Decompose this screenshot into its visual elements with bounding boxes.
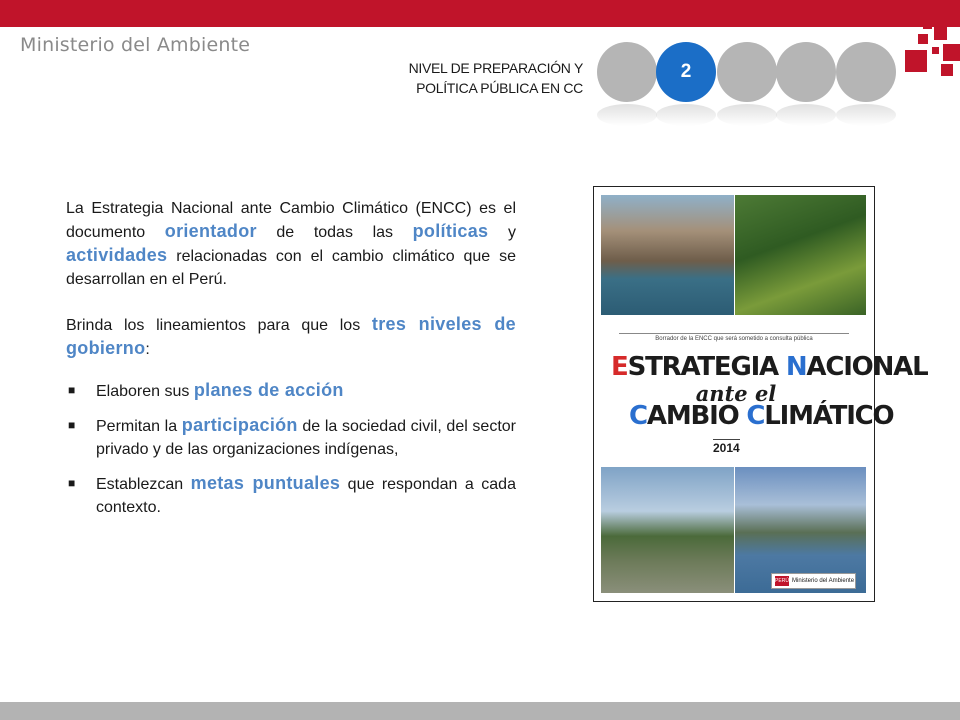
list-item: ■ Permitan la participación de la sociedad civil, del sector privado y de las organizaciones indígenas,	[68, 415, 516, 458]
step-indicator-3[interactable]	[717, 42, 777, 102]
river-photo	[601, 467, 734, 593]
farmers-photo	[735, 195, 866, 315]
encc-cover-image	[593, 186, 928, 602]
step-reflection	[836, 104, 896, 126]
section-title	[409, 58, 583, 98]
highlight-politicas: políticas	[412, 221, 489, 241]
square-bullet-icon: ■	[68, 383, 76, 397]
step-reflection	[776, 104, 836, 126]
peru-flag-icon: PERÚ	[775, 578, 789, 584]
cover-subtitle: Borrador de la ENCC que será sometido a consulta pública	[619, 333, 849, 342]
highlight-actividades: actividades	[66, 245, 168, 265]
cover-title-line3: CAMBIO CLIMÁTICO	[629, 401, 894, 431]
step-reflection	[717, 104, 777, 126]
cover-title-line2: ante el	[695, 381, 777, 406]
ministry-logo-text: Ministerio del Ambiente	[20, 34, 251, 56]
main-text	[66, 197, 516, 530]
cover-year: 2014	[713, 441, 740, 455]
bullet-list	[66, 379, 516, 519]
square-bullet-icon: ■	[68, 418, 76, 432]
section-title-line2: POLÍTICA PÚBLICA EN CC	[416, 80, 583, 96]
step-reflection	[597, 104, 657, 126]
bottom-gray-bar	[0, 702, 960, 720]
step-indicator-2-active[interactable]: 2	[656, 42, 716, 102]
step-reflection	[656, 104, 716, 126]
step-indicator-4[interactable]	[776, 42, 836, 102]
cover-title-line1: ESTRATEGIA NACIONAL	[611, 352, 928, 382]
top-red-bar	[0, 0, 960, 27]
highlight-tres-niveles: tres niveles de gobierno	[66, 314, 516, 358]
paragraph-encc-definition: La Estrategia Nacional ante Cambio Climático (ENCC) es el documento orientador de todas las políticas y actividades relacionadas con el cambio climático que se desarrollan en el Perú.	[66, 200, 516, 288]
paragraph-lineamientos: Brinda los lineamientos para que los tres niveles de gobierno:	[66, 314, 516, 358]
list-item: ■ Elaboren sus planes de acción	[68, 380, 344, 400]
step-indicator-5[interactable]	[836, 42, 896, 102]
square-bullet-icon: ■	[68, 476, 76, 490]
cover-inner	[601, 195, 928, 593]
highlight-orientador: orientador	[164, 221, 257, 241]
list-item: ■ Establezcan metas puntuales que respondan a cada contexto.	[68, 473, 516, 516]
step-indicator-1[interactable]	[597, 42, 657, 102]
section-title-line1: NIVEL DE PREPARACIÓN Y	[408, 60, 583, 76]
coast-photo	[601, 195, 734, 315]
cover-ministry-badge: PERÚ Ministerio del Ambiente	[771, 573, 856, 589]
ministry-logo-icon	[905, 20, 960, 80]
